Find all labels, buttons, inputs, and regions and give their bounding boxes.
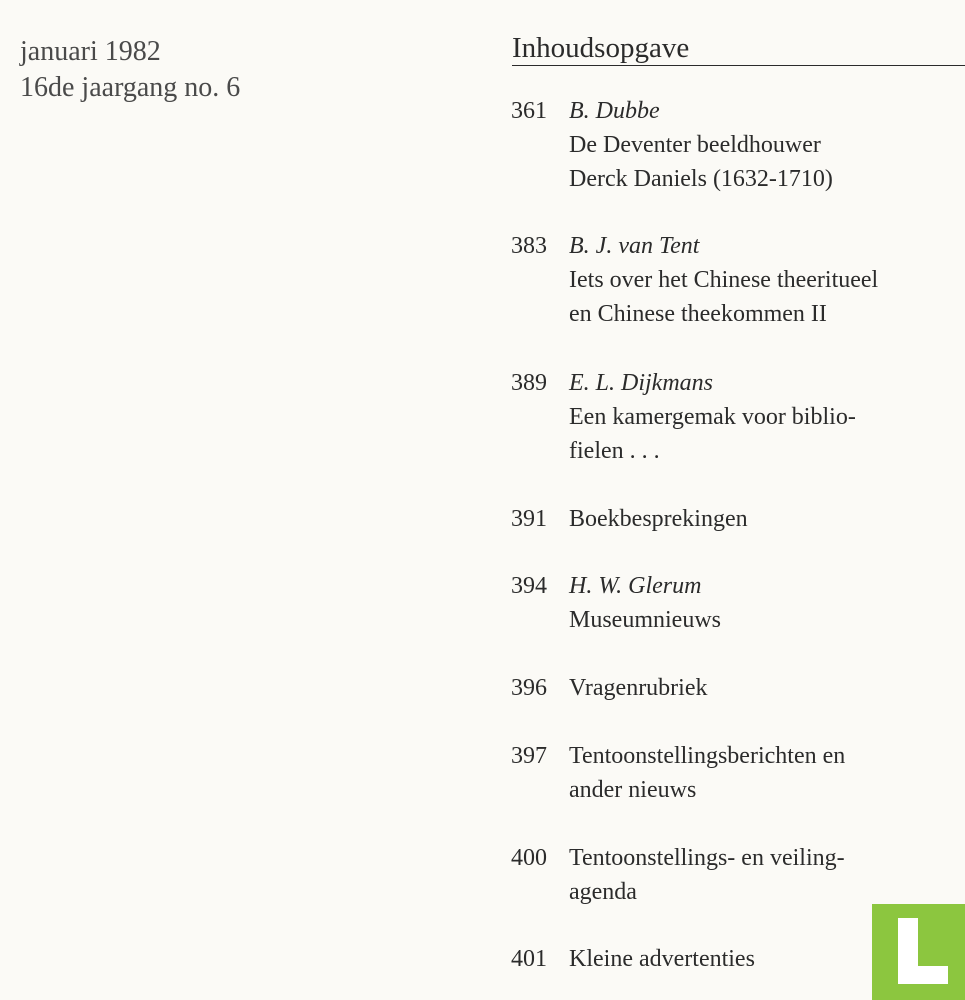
toc-entry-body: [569, 94, 833, 196]
toc-title-line: De Deventer beeldhouwer: [569, 132, 821, 158]
toc-title-line: Tentoonstellings- en veiling-: [569, 845, 845, 871]
toc-author: H. W. Glerum: [569, 573, 702, 599]
toc-page-number: 389: [511, 370, 547, 396]
toc-title-line: Boekbesprekingen: [569, 506, 748, 532]
toc-entry-body: [569, 739, 845, 807]
issue-date: januari 1982: [20, 36, 161, 67]
toc-entry-body: [569, 671, 708, 705]
issue-volume: 16de jaargang no. 6: [20, 72, 241, 103]
toc-title-line: fielen . . .: [569, 438, 660, 464]
toc-title-line: en Chinese theekommen II: [569, 301, 827, 327]
toc-page-number: 400: [511, 845, 547, 871]
toc-title-line: Derck Daniels (1632-1710): [569, 166, 833, 192]
toc-title-line: Vragenrubriek: [569, 675, 708, 701]
toc-author: B. Dubbe: [569, 98, 660, 124]
toc-title-line: ander nieuws: [569, 777, 697, 803]
toc-title-line: Museumnieuws: [569, 607, 721, 633]
toc-title-line: Tentoonstellingsberichten en: [569, 743, 846, 769]
toc-title-line: Een kamergemak voor biblio-: [569, 404, 856, 430]
toc-author: E. L. Dijkmans: [569, 370, 713, 396]
toc-entry-body: [569, 229, 878, 331]
toc-entry-body: [569, 942, 755, 976]
toc-title-line: Iets over het Chinese theeritueel: [569, 267, 879, 293]
toc-entry-body: [569, 502, 748, 536]
l-logo-icon: [872, 904, 965, 1000]
toc-page-number: 383: [511, 233, 547, 259]
toc-author: B. J. van Tent: [569, 233, 700, 259]
toc-page-number: 361: [511, 98, 547, 124]
toc-entry-body: [569, 366, 856, 468]
toc-page-number: 394: [511, 573, 547, 599]
toc-page-number: 391: [511, 506, 547, 532]
toc-page-number: 396: [511, 675, 547, 701]
toc-entry-body: [569, 841, 845, 909]
toc-entry-body: [569, 569, 721, 637]
toc-title: Inhoudsopgave: [512, 32, 965, 66]
toc-page-number: 401: [511, 946, 547, 972]
toc-title-line: Kleine advertenties: [569, 946, 755, 972]
issue-info: [20, 34, 240, 106]
toc-page-number: 397: [511, 743, 547, 769]
toc-title-line: agenda: [569, 879, 637, 905]
